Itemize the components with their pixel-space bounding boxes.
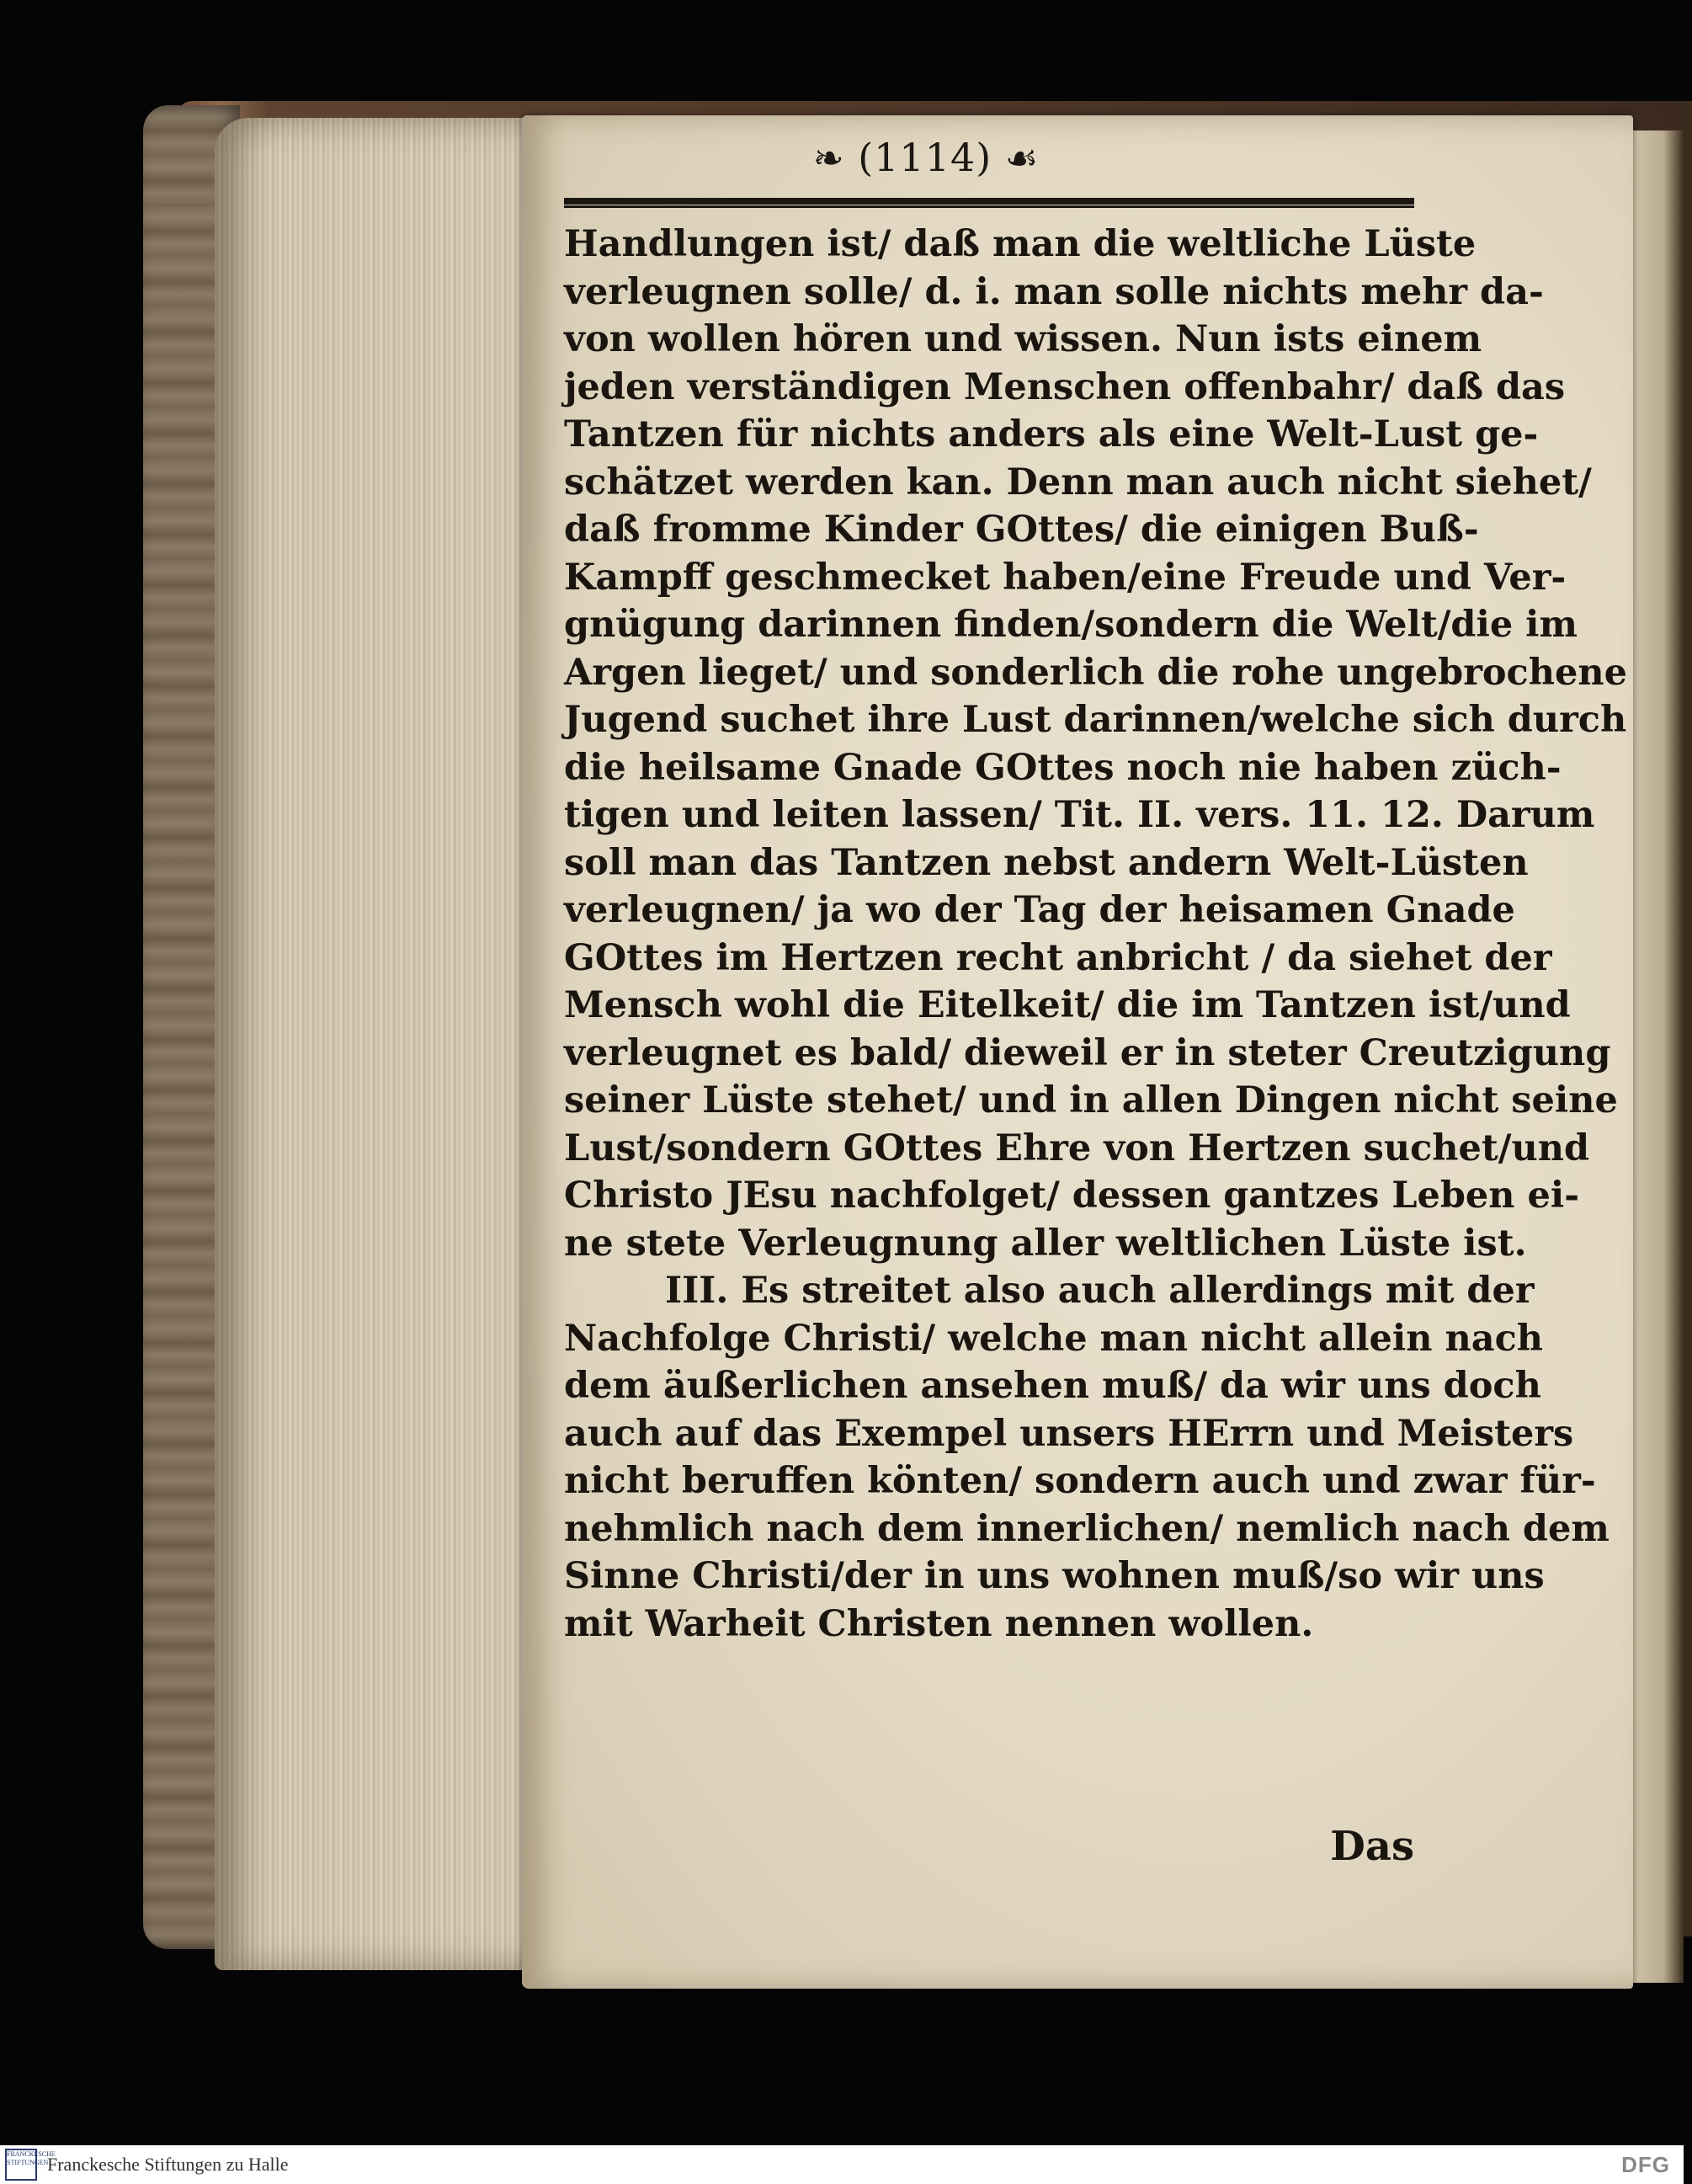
text-line: dem äußerlichen ansehen muß/ da wir uns doch [564, 1365, 1541, 1407]
text-line: seiner Lüste stehet/ und in allen Dingen nicht seine [564, 1079, 1618, 1121]
text-line: auch auf das Exempel unsers HErrn und Meisters [564, 1412, 1574, 1455]
text-line: nicht beruffen könten/ sondern auch und zwar für- [564, 1460, 1596, 1502]
text-line: von wollen hören und wissen. Nun ists einem [564, 318, 1482, 360]
left-ornament-icon: ❧ [812, 137, 845, 180]
facing-page-edge [1633, 131, 1684, 1983]
text-line: soll man das Tantzen nebst andern Welt-Lüsten [564, 841, 1529, 884]
page-header [564, 135, 1288, 180]
text-line: Lust/sondern GOttes Ehre von Hertzen suchet/und [564, 1127, 1590, 1169]
text-line: GOttes im Hertzen recht anbricht / da siehet der [564, 936, 1552, 979]
text-line: Tantzen für nichts anders als eine Welt-Lust ge- [564, 413, 1539, 455]
text-line: verleugnet es bald/ dieweil er in steter Creutzigung [564, 1031, 1611, 1074]
footer-bar [0, 2145, 1684, 2184]
text-line: Argen lieget/ und sonderlich die rohe ungebrochene [564, 651, 1627, 694]
text-line: nehmlich nach dem innerlichen/ nemlich nach dem [564, 1507, 1610, 1550]
dfg-logo: DFG [1621, 2152, 1670, 2177]
text-line: Sinne Christi/der in uns wohnen muß/so wir uns [564, 1555, 1545, 1597]
right-ornament-icon: ☙ [1004, 137, 1040, 180]
text-line: Kampff geschmecket haben/eine Freude und Ver- [564, 556, 1567, 599]
institution-name: Franckesche Stiftungen zu Halle [47, 2154, 289, 2175]
text-line: die heilsame Gnade GOttes noch nie haben züch- [564, 746, 1562, 789]
text-line: Christo JEsu nachfolget/ dessen gantzes Leben ei- [564, 1175, 1580, 1217]
text-line: mit Warheit Christen nennen wollen. [564, 1602, 1314, 1645]
text-line: schätzet werden kan. Denn man auch nicht siehet/ [564, 461, 1592, 503]
page-number: (1114) [858, 135, 992, 180]
page-text [564, 221, 1627, 1648]
text-line: Mensch wohl die Eitelkeit/ die im Tantzen ist/und [564, 984, 1571, 1026]
text-line: tigen und leiten lassen/ Tit. II. vers. 11. 12. Darum [564, 794, 1595, 836]
institution-logo-icon: FRANCKESCHE STIFTUNGEN [5, 2149, 37, 2181]
text-line: daß fromme Kinder GOttes/ die einigen Buß- [564, 509, 1479, 551]
text-line: Nachfolge Christi/ welche man nicht allein nach [564, 1317, 1544, 1360]
header-rule [564, 198, 1414, 208]
text-line: verleugnen solle/ d. i. man solle nichts mehr da- [564, 270, 1544, 313]
text-line: gnügung darinnen finden/sondern die Welt/die im [564, 604, 1578, 646]
text-line: ne stete Verleugnung aller weltlichen Lüste ist. [564, 1222, 1527, 1265]
paragraph-start-line: III. Es streitet also auch allerdings mit der [665, 1270, 1535, 1312]
text-line: jeden verständigen Menschen offenbahr/ daß das [564, 365, 1566, 408]
text-line: verleugnen/ ja wo der Tag der heisamen Gnade [564, 889, 1515, 931]
text-line: Handlungen ist/ daß man die weltliche Lüste [564, 223, 1477, 265]
text-line: Jugend suchet ihre Lust darinnen/welche sich durch [564, 699, 1627, 741]
catchword: Das [1330, 1823, 1414, 1870]
